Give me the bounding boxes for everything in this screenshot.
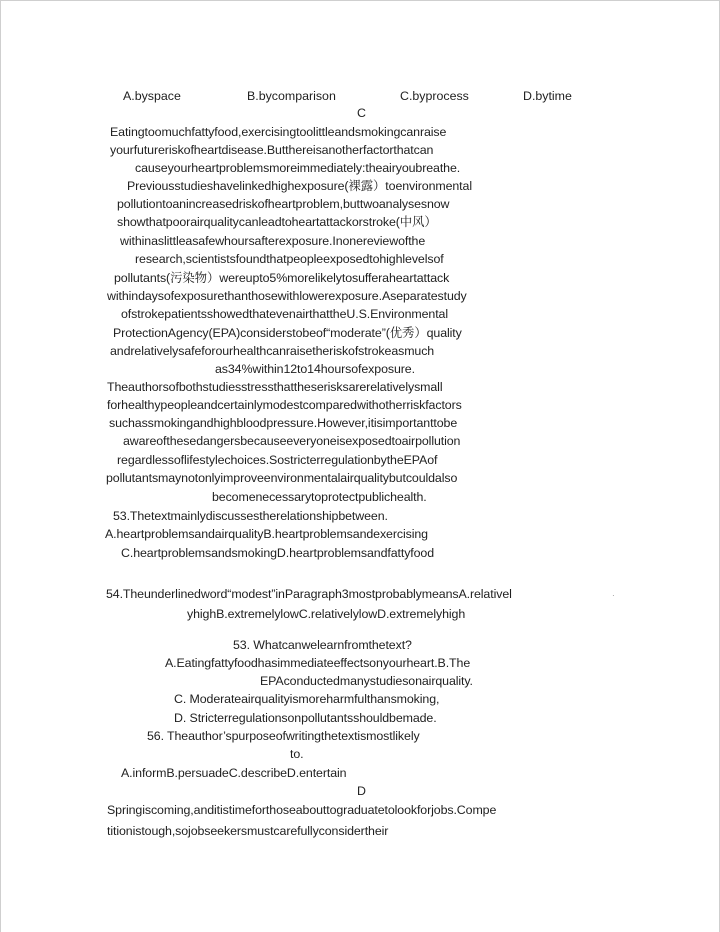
q52-option-b: B.bycomparison	[247, 89, 336, 103]
question-53-options: A.heartproblemsandairqualityB.heartproblemsandexercising	[105, 527, 428, 541]
passage-c-line: pollutants(污染物）wereupto5%morelikelytosufferaheartattack	[114, 271, 450, 285]
passage-c-line: pollutantsmaynotonlyimproveenvironmentalairqualitybutcouldalso	[106, 471, 458, 485]
passage-c-line: andrelativelysafeforourhealthcanraisetheriskofstrokeasmuch	[110, 344, 435, 358]
question-55-stem: 53. Whatcanwelearnfromthetext?	[233, 638, 412, 652]
passage-c-line: becomenecessarytoprotectpublichealth.	[212, 490, 427, 504]
q52-option-a: A.byspace	[123, 89, 181, 103]
question-56-options: A.informB.persuadeC.describeD.entertain	[121, 766, 347, 780]
question-55-option: C. Moderateairqualityismoreharmfulthansmoking,	[174, 692, 440, 706]
passage-d-line: Springiscoming,anditistimeforthoseabouttograduatetolookforjobs.Compe	[107, 803, 497, 817]
q52-option-c: C.byprocess	[400, 89, 469, 103]
question-55-option: D. Stricterregulationsonpollutantsshouldbemade.	[174, 711, 437, 725]
passage-c-line: ofstrokepatientsshowedthatevenairthattheU.S.Environmental	[121, 307, 448, 321]
passage-c-line: Eatingtoomuchfattyfood,exercisingtoolittleandsmokingcanraise	[110, 125, 447, 139]
question-56-stem: to.	[290, 747, 304, 761]
passage-c-line: regardlessoflifestylechoices.SostricterregulationbytheEPAof	[117, 453, 438, 467]
passage-c-line: ProtectionAgency(EPA)considerstobeof“moderate”(优秀）quality	[113, 326, 462, 340]
question-53-stem: 53.Thetextmainlydiscussestherelationshipbetween.	[113, 509, 388, 523]
passage-c-line: suchassmokingandhighbloodpressure.However,itisimportanttobe	[109, 416, 458, 430]
question-54-options: yhighB.extremelylowC.relativelylowD.extremelyhigh	[187, 607, 466, 621]
passage-c-heading: C	[357, 106, 366, 120]
passage-c-line: pollutiontoanincreasedriskofheartproblem,buttwoanalysesnow	[117, 197, 450, 211]
question-55-option: A.Eatingfattyfoodhasimmediateeffectsonyourheart.B.The	[165, 656, 471, 670]
passage-c-line: showthatpoorairqualitycanleadtoheartattackorstroke(中风）	[117, 215, 437, 229]
passage-c-line: yourfutureriskofheartdisease.Butthereisanotherfactorthatcan	[110, 143, 434, 157]
passage-c-line: as34%within12to14hoursofexposure.	[215, 362, 415, 376]
passage-d-heading: D	[357, 784, 366, 798]
question-55-option: EPAconductedmanystudiesonairquality.	[260, 674, 473, 688]
question-53-options: C.heartproblemsandsmokingD.heartproblemsandfattyfood	[121, 546, 435, 560]
passage-c-line: forhealthypeopleandcertainlymodestcomparedwithotherriskfactors	[107, 398, 462, 412]
passage-c-line: awareofthesedangersbecauseeveryoneisexposedtoairpollution	[123, 434, 461, 448]
q52-option-d: D.bytime	[523, 89, 572, 103]
passage-c-line: research,scientistsfoundthatpeopleexposedtohighlevelsof	[135, 252, 444, 266]
passage-c-line: Previousstudieshavelinkedhighexposure(裸露）toenvironmental	[127, 179, 472, 193]
passage-c-line: withindaysofexposurethanthosewithlowerexposure.Aseparatestudy	[107, 289, 467, 303]
stray-mark: ·	[612, 591, 615, 600]
passage-c-line: withinaslittleasafewhoursafterexposure.Inonereviewofthe	[120, 234, 426, 248]
passage-c-line: causeyourheartproblemsmoreimmediately:theairyoubreathe.	[135, 161, 461, 175]
question-54-stem: 54.Theunderlinedword“modest”inParagraph3mostprobablymeansA.relativel	[106, 587, 512, 601]
passage-c-line: Theauthorsofbothstudiesstressthattheserisksarerelativelysmall	[107, 380, 443, 394]
passage-d-line: titionistough,sojobseekersmustcarefullyconsidertheir	[107, 824, 389, 838]
question-56-stem: 56. Theauthor’spurposeofwritingthetextismostlikely	[147, 729, 420, 743]
